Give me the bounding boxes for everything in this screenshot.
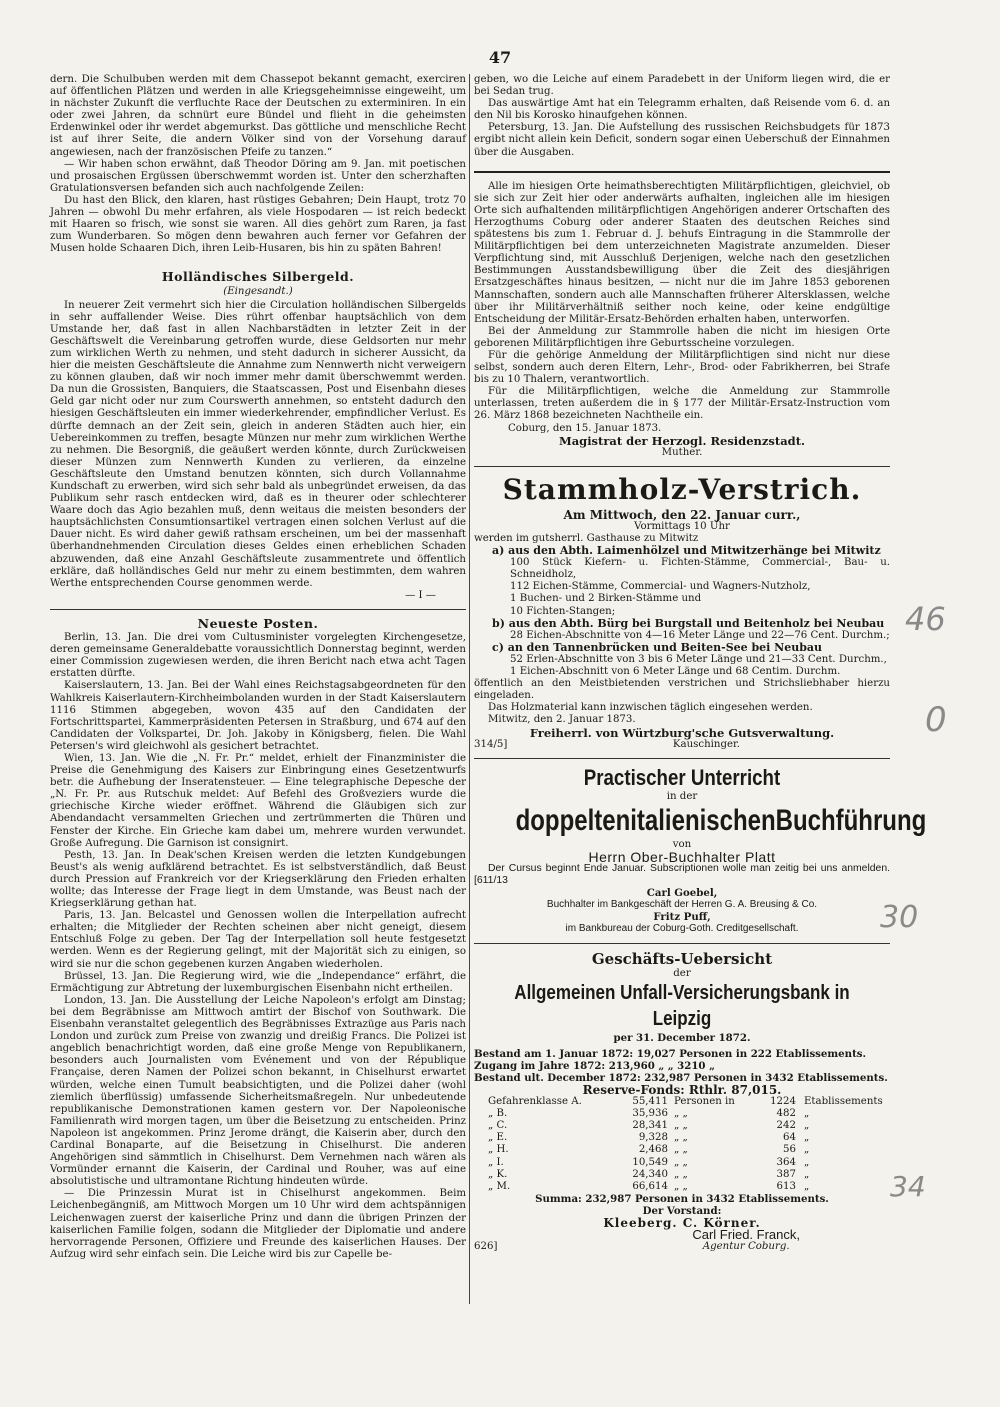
news-item: Brüssel, 13. Jan. Die Regierung wird, wie die „Independance“ erfährt, die Ermächtigung zur Abtretung der luxemburgischen Eisenbahn nicht ertheilen.: [50, 970, 466, 994]
section-subheading: (Eingesandt.): [223, 285, 293, 297]
section-rule: [50, 609, 466, 610]
notice-paragraph: Für die Militärpflichtigen, welche die Anmeldung zur Stammrolle unterlassen, treten außerdem die in § 177 der Militär-Ersatz-Instruction vom 26. März 1868 bezeichneten Nachtheile ein.: [474, 386, 890, 422]
insurance-cell: 66,614: [632, 1180, 668, 1192]
auction-lot-b: b) aus den Abth. Bürg bei Burgstall und Beitenholz bei Neubau: [492, 616, 885, 630]
insurance-row: [474, 1096, 890, 1108]
insurance-cell: 28,341: [632, 1120, 668, 1132]
lesson-name: Fritz Puff,: [653, 911, 711, 924]
insurance-cell: „ E.: [488, 1132, 508, 1144]
article-signature: — I —: [405, 589, 436, 601]
insurance-cell: „ H.: [488, 1144, 509, 1156]
lesson-desc: Buchhalter im Bankgeschäft der Herren G. A. Breusing & Co.: [546, 899, 818, 911]
auction-lot-item: 1 Eichen-Abschnitt von 6 Meter Länge und 68 Centim. Durchm.: [510, 666, 841, 678]
lesson-text: Der Cursus beginnt Ende Januar. Subscriptionen wolle man zeitig bei uns anmelden. [611/13: [474, 862, 890, 887]
insurance-table: [474, 1096, 890, 1193]
insurance-cell: Gefahrenklasse A.: [488, 1096, 582, 1108]
insurance-sum: Summa: 232,987 Personen in 3432 Etablissements.: [535, 1192, 829, 1205]
notice-paragraph: Alle im hiesigen Orte heimathsberechtigten Militärpflichtigen, gleichviel, ob sie sich zur Zeit hier oder anderwärts aufhalten, ingleichen alle im hiesigen Orte sich aufhaltenden militärpflichtigen Angehörigen anderer Ortschaften des Herzogthums Coburg oder anderer Staaten des deutschen Reiches sind spätestens bis zum 1. Februar d. J. behufs Eintragung in die Stammrolle der Militärpflichtigen bei dem unterzeichneten Magistrate anzumelden. Dieser Verpflichtung sind, mit Ausschluß Derjenigen, welche nach den gesetzlichen Bestimmungen Ausstandsbewilligung über die Zeit des diesjährigen Ersatzgeschäftes hinaus besitzen, — nicht nur die im Jahre 1853 geborenen Mannschaften, sondern auch alle Mannschaften früherer Altersklassen, welche über ihr Militärverhältniß seither noch keine, oder keine endgültige Entscheidung der Militär-Ersatz-Behörden erhalten haben, unterworfen.: [474, 180, 890, 325]
auction-lot-item: 112 Eichen-Stämme, Commercial- und Wagners-Nutzholz,: [510, 581, 811, 593]
insurance-row: [474, 1120, 890, 1132]
insurance-line: Zugang im Jahre 1872: 213,960 „ „ 3210 „: [474, 1059, 715, 1072]
section-heading-silver: Holländisches Silbergeld.: [161, 269, 355, 285]
section-rule: [474, 171, 890, 173]
news-item: — Die Prinzessin Murat ist in Chiselhurst angekommen. Beim Leichenbegängniß, am Mittwoch Morgen um 10 Uhr wird dem achtspännigen Leichenwagen zuerst der kaiserliche Prinz und dann die übrigen Prinzen der kaiserlichen Familie folgen, sodann die Mitglieder der Diplomatie und andere hervorragende Personen, Offiziere und Freunde des kaiserlichen Hauses. Der Aufzug wird sehr einfach sein. Die Leiche wird bis zur Capelle be-: [50, 1188, 466, 1260]
insurance-date: per 31. December 1872.: [613, 1031, 751, 1044]
column-divider: [469, 74, 470, 1304]
news-item: Pesth, 13. Jan. In Deak'schen Kreisen werden die letzten Kundgebungen Beust's als wenig aufklärend betrachtet. Es ist selbstverständlich, daß Beust durch Pression auf Frankreich vor der Kriegserklärung den Frieden erhalten wollte; das Interesse der Frage liegt in dem Umstande, was Beust nach der Kriegserklärung gethan hat.: [50, 849, 466, 910]
insurance-cell: 55,411: [632, 1096, 668, 1108]
insurance-cell: 35,936: [632, 1108, 668, 1120]
insurance-cell: „ K.: [488, 1168, 508, 1180]
insurance-cell: 364: [776, 1156, 796, 1168]
auction-text: Das Holzmaterial kann inzwischen täglich eingesehen werden.: [488, 702, 813, 714]
insurance-cell: „ „: [674, 1108, 688, 1120]
article-paragraph: Petersburg, 13. Jan. Die Aufstellung des russischen Reichsbudgets für 1873 ergibt nicht allein kein Deficit, sondern sogar einen Ueberschuß der Einnahmen über die Ausgaben.: [474, 122, 890, 158]
insurance-cell: 1224: [770, 1096, 796, 1108]
insurance-cell: „ C.: [488, 1120, 508, 1132]
article-paragraph: Das auswärtige Amt hat ein Telegramm erhalten, daß Reisende vom 6. d. an den Nil bis Korosko hinaufgehen können.: [474, 98, 890, 122]
insurance-row: [474, 1108, 890, 1120]
notice-paragraph: Bei der Anmeldung zur Stammrolle haben die nicht im hiesigen Orte geborenen Militärpflichtigen ihre Geburtsscheine vorzulegen.: [474, 325, 890, 349]
notice-name: Muther.: [661, 446, 703, 458]
insurance-cell: 242: [776, 1120, 796, 1132]
auction-name: Kauschinger.: [672, 738, 740, 750]
insurance-cell: „ „: [674, 1180, 688, 1192]
insurance-names: Kleeberg. C. Körner.: [603, 1216, 761, 1231]
news-item: London, 13. Jan. Die Ausstellung der Leiche Napoleon's erfolgt am Dinstag; bei dem Begräbnisse am Mittwoch amtirt der Bischof von Southwark. Die Eisenbahn veranstaltet gelegentlich des Begräbnisses Extrazüge aus Paris nach London und zurück zum Preise von zwanzig und dreißig Francs. Die Polizei ist angeblich benachrichtigt worden, daß eine große Menge von Republikanern, besonders auch Journalisten vom Evénement und von der République Française, deren Namen der Polizei schon bekannt, in Chiselhurst erwartet würden, welche einen Tumult beabsichtigten, und die Polizei daher (wohl ziemlich überflüssig) umfassende Sicherheitsmaßregeln. Nur unbedeutende republikanische Demonstrationen kamen gestern vor. Der Napoleonische Familienrath wird morgen tagen, um über die Beisetzung zu entscheiden. Prinz Napoleon ist angekommen. Prinz Jerome drängt, die Kaiserin aber, durch den Cardinal Bonaparte, auf die Beisetzung in Chiselhurst. Die anderen Angehörigen sind sämmtlich in Chiselhurst. Dem Vernehmen nach wären als Vormünder ernannt die Kaiserin, der Cardinal und Rouher, was auf eine absolutistische und ultramontane Richtung hindeuten würde.: [50, 994, 466, 1188]
lesson-desc: im Bankbureau der Coburg-Goth. Creditgesellschaft.: [565, 923, 799, 935]
notice-date: Coburg, den 15. Januar 1873.: [508, 422, 662, 434]
lesson-heading: Practischer Unterricht: [583, 764, 781, 790]
insurance-cell: „ „: [674, 1168, 688, 1180]
insurance-row: [474, 1132, 890, 1144]
auction-time: Vormittags 10 Uhr: [634, 520, 730, 532]
insurance-row: [474, 1144, 890, 1156]
news-item: Wien, 13. Jan. Wie die „N. Fr. Pr.“ meldet, erhielt der Finanzminister die Preise die Genehmigung des Kaisers zur Einbringung eines Gesetzentwurfs betr. die Aufhebung der Inseratensteuer. — Eine telegraphische Depesche der „N. Fr. Pr. aus Rutschuk meldet: Auf Befehl des Großveziers wurde die griechische Kirche wieder eröffnet. Während die Gläubigen sich zur Abendandacht versammelten Griechen und zertrümmerten die Thüren und Fenster der Kirche. Ein Grieche kam dabei um, mehrere wurden verwundet. Große Aufregung. Die Garnison ist consignirt.: [50, 752, 466, 849]
lesson-subline: in der: [666, 790, 698, 802]
insurance-reserve: Reserve-Fonds: Rthlr. 87,015.: [582, 1083, 782, 1097]
insurance-row: [474, 1169, 890, 1181]
notice-signature: Magistrat der Herzogl. Residenzstadt.: [558, 433, 806, 448]
notice-paragraph: Für die gehörige Anmeldung der Militärpflichtigen sind nicht nur diese selbst, sondern auch deren Eltern, Lehr-, Brod- oder Fabrikherren, bei Strafe bis zu 10 Thalern, verantwortlich.: [474, 349, 890, 386]
insurance-cell: 482: [776, 1108, 796, 1120]
insurance-cell: „: [804, 1168, 810, 1180]
auction-lot-item: 52 Erlen-Abschnitte von 3 bis 6 Meter Länge und 21—33 Cent. Durchm.,: [510, 653, 887, 665]
lesson-subline: von: [672, 838, 692, 850]
auction-place: werden im gutsherrl. Gasthause zu Mitwitz: [474, 533, 699, 544]
auction-text: öffentlich an den Meistbietenden verstrichen und Strichsliebhaber hierzu eingeladen.: [474, 678, 890, 702]
insurance-cell: „ „: [674, 1156, 688, 1168]
auction-lot-item: 100 Stück Kiefern- u. Fichten-Stämme, Commercial-, Bau- u. Schneidholz,: [510, 557, 890, 581]
insurance-cell: 2,468: [638, 1144, 668, 1156]
insurance-cell: 10,549: [632, 1156, 668, 1168]
insurance-cell: „: [804, 1120, 810, 1132]
section-rule: [474, 758, 890, 759]
pencil-mark: 46: [905, 600, 946, 638]
insurance-cell: 9,328: [638, 1132, 668, 1144]
section-rule: [474, 943, 890, 944]
insurance-agent: Carl Fried. Franck,: [692, 1227, 800, 1243]
lesson-reference: [611/13: [474, 875, 508, 887]
insurance-agent-desc: Agentur Coburg.: [702, 1241, 790, 1253]
insurance-cell: „: [804, 1132, 810, 1144]
article-paragraph: — Wir haben schon erwähnt, daß Theodor Döring am 9. Jan. mit poetischen und prosaischen Ergüssen überschwemmt worden ist. Unter den scherzhaften Gratulationsversen befanden sich auch nachfolgende Zeilen:: [50, 158, 466, 194]
pencil-mark: 34: [890, 1170, 926, 1203]
section-heading-news: Neueste Posten.: [197, 615, 319, 631]
auction-lot-item: 28 Eichen-Abschnitte von 4—16 Meter Länge und 22—76 Cent. Durchm.;: [510, 629, 890, 641]
auction-lot-item: 10 Fichten-Stangen;: [510, 605, 616, 617]
insurance-cell: „: [804, 1144, 810, 1156]
auction-signature: Freiherrl. von Würtzburg'sche Gutsverwaltung.: [529, 725, 835, 740]
auction-date-line: Mitwitz, den 2. Januar 1873.: [488, 714, 636, 726]
insurance-heading: Geschäfts-Uebersicht: [591, 949, 773, 968]
insurance-board: Der Vorstand:: [642, 1204, 722, 1217]
insurance-cell: 613: [776, 1180, 796, 1192]
insurance-cell: „ I.: [488, 1156, 504, 1168]
insurance-cell: „: [804, 1108, 810, 1120]
insurance-subline: der: [673, 967, 691, 979]
pencil-mark: 30: [880, 900, 919, 935]
section-rule: [474, 466, 890, 467]
insurance-company: Allgemeinen Unfall-Versicherungsbank in Leipzig: [514, 981, 850, 1030]
lesson-name: Carl Goebel,: [646, 887, 718, 900]
page-number: 47: [488, 48, 512, 67]
insurance-line: Bestand am 1. Januar 1872: 19,027 Personen in 222 Etablissements.: [474, 1047, 867, 1060]
insurance-row: [474, 1157, 890, 1169]
insurance-cell: 56: [783, 1144, 796, 1156]
lesson-teacher: Herrn Ober-Buchhalter Platt: [588, 848, 776, 865]
insurance-cell: Etablissements: [804, 1096, 883, 1108]
auction-date: Am Mittwoch, den 22. Januar curr.,: [563, 507, 801, 522]
insurance-cell: 24,340: [632, 1168, 668, 1180]
left-column: [50, 74, 466, 1261]
news-item: Paris, 13. Jan. Belcastel und Genossen wollen die Interpellation aufrecht erhalten; die Mitglieder der Rechten scheinen aber nicht geneigt, diesem Entschluß Folge zu geben. Der Tag der Interpellation soll heute festgesetzt werden. Wenn es der Regierung gelingt, mit der Majorität sich zu einigen, so wird sie nur die schon gegebenen kurzen Angaben wiederholen.: [50, 910, 466, 970]
insurance-cell: „ „: [674, 1120, 688, 1132]
insurance-cell: „ M.: [488, 1180, 511, 1192]
insurance-line: Bestand ult. December 1872: 232,987 Personen in 3432 Etablissements.: [474, 1071, 888, 1084]
pencil-mark: 0: [925, 700, 947, 740]
auction-lot-c: c) an den Tannenbrücken und Beiten-See bei Neubau: [492, 640, 823, 654]
insurance-cell: Personen in: [674, 1096, 735, 1108]
article-paragraph: geben, wo die Leiche auf einem Paradebett in der Uniform liegen wird, die er bei Sedan trug.: [474, 74, 890, 98]
news-item: Berlin, 13. Jan. Die drei vom Cultusminister vorgelegten Kirchengesetze, deren gemeinsame Generaldebatte voraussichtlich Donnerstag beginnt, werden einer Commission zugewiesen werden, die ihren Bericht nach etwa acht Tagen erstatten dürfte.: [50, 632, 466, 680]
auction-lot-a: a) aus den Abth. Laimenhölzel und Mitwitzerhänge bei Mitwitz: [492, 544, 881, 558]
insurance-cell: 387: [776, 1168, 796, 1180]
insurance-cell: „: [804, 1156, 810, 1168]
insurance-cell: „ B.: [488, 1108, 508, 1120]
article-paragraph: In neuerer Zeit vermehrt sich hier die Circulation holländischen Silbergelds in sehr auffallender Weise. Dies rührt offenbar hauptsächlich von dem Umstande her, daß fast in allen Nachbarstädten in letzter Zeit in der Geschäftswelt die Vereinbarung getroffen wurde, diese Geldsorten nur mehr zum wirklichen Werth zu nehmen, und steht dadurch in sicherer Aussicht, da hier die meisten Geschäftsleute die Annahme zum Nennwerth nicht verweigern zu können glauben, daß wir noch immer mehr damit überschwemmt werden. Da nun die Grossisten, Banquiers, die Staatscassen, Post und Eisenbahn dieses Geld gar nicht oder nur zum Courswerth annehmen, so entsteht dadurch den hiesigen Geschäftsleuten ein immer wiederkehrender, empfindlicher Verlust. Es dürfte demnach an der Zeit sein, gleich in anderen Städten auch hier, ein Uebereinkommen zu treffen, besagte Münzen nur mehr zum wirklichen Werthe zu nehmen. Die Besorgniß, die geäußert werden könnte, durch Zurückweisen dieser Münzen zum Nennwerth Kunden zu verlieren, da einzelne Geschäftsleute den Umstand benutzen könnten, sich durch Vollannahme Kundschaft zu erwerben, wird sich sehr bald als unbegründet erweisen, da das Publikum sehr rasch entdecken wird, daß es in theurer oder schlechterer Waare doch das Agio bezahlen muß, denn weitaus die meisten besonders der hauptsächlichsten Consumtionsartikel vertragen einen solchen Verlust auf die Dauer nicht. Es wird daher gewiß rathsam erscheinen, um bei der massenhaft überhandnehmenden Circulation dieses Geldes einen erheblichen Schaden abzuwenden, daß eine Anzahl Geschäftsleute zusammentrete und öffentlich erkläre, daß holländisches Geld nur mehr zu einem bestimmten, dem wahren Werthe entsprechenden Course genommen werde.: [50, 299, 466, 589]
poem-paragraph: Du hast den Blick, den klaren, hast rüstiges Gebahren; Dein Haupt, trotz 70 Jahren — obwohl Du mehr erfahren, als viele Hospodaren — ist reich bedeckt mit Haaren so frisch, wie sonst sie waren. All dies gehört zum Raren, ja fast zum Wunderbaren. So mögen denn bewahren auch ferner vor Gefahren der Musen holde Schaaren Dich, ihren Leib-Husaren, bis hin zu späten Bahren!: [50, 194, 466, 255]
insurance-reference: 626]: [474, 1241, 498, 1253]
insurance-cell: „: [804, 1180, 810, 1192]
insurance-cell: „ „: [674, 1144, 688, 1156]
article-paragraph: dern. Die Schulbuben werden mit dem Chassepot bekannt gemacht, exerciren auf öffentlichen Plätzen und werden in alle Kriegsgeheimnisse eingeweiht, um in nächster Zukunft die verfluchte Race der Deutschen zu exterminiren. In ein oder zwei Jahren, da schnürt eure Bündel und flieht in die geheimsten Erdenwinkel oder ihr werdet abgemurkst. Das göttliche und menschliche Recht ist auf ihrer Seite, die andern Völker sind von der Vorsehung darauf angewiesen, nach der französischen Pfeife zu tanzen.“: [50, 74, 466, 158]
insurance-cell: 64: [783, 1132, 796, 1144]
lesson-title: doppeltenitalienischenBuchführung: [515, 803, 927, 837]
insurance-cell: „ „: [674, 1132, 688, 1144]
insurance-row: [474, 1181, 890, 1193]
auction-lot-item: 1 Buchen- und 2 Birken-Stämme und: [510, 593, 702, 605]
auction-reference: 314/5]: [474, 738, 508, 750]
auction-heading: Stammholz-Verstrich.: [502, 472, 862, 506]
news-item: Kaiserslautern, 13. Jan. Bei der Wahl eines Reichstagsabgeordneten für den Wahlkreis Kaiserlautern-Kirchheimbolanden wurden in der Stadt Kaiserslautern 1116 Stimmen abgegeben, wovon 435 auf den Candidaten der Fortschrittspartei, Kammerpräsidenten Petersen in Straßburg, und 674 auf den Candidaten der Volkspartei, Dr. Joh. Jakoby in Königsberg, fielen. Die Wahl Petersen's wird gleichwohl als gesichert betrachtet.: [50, 680, 466, 752]
